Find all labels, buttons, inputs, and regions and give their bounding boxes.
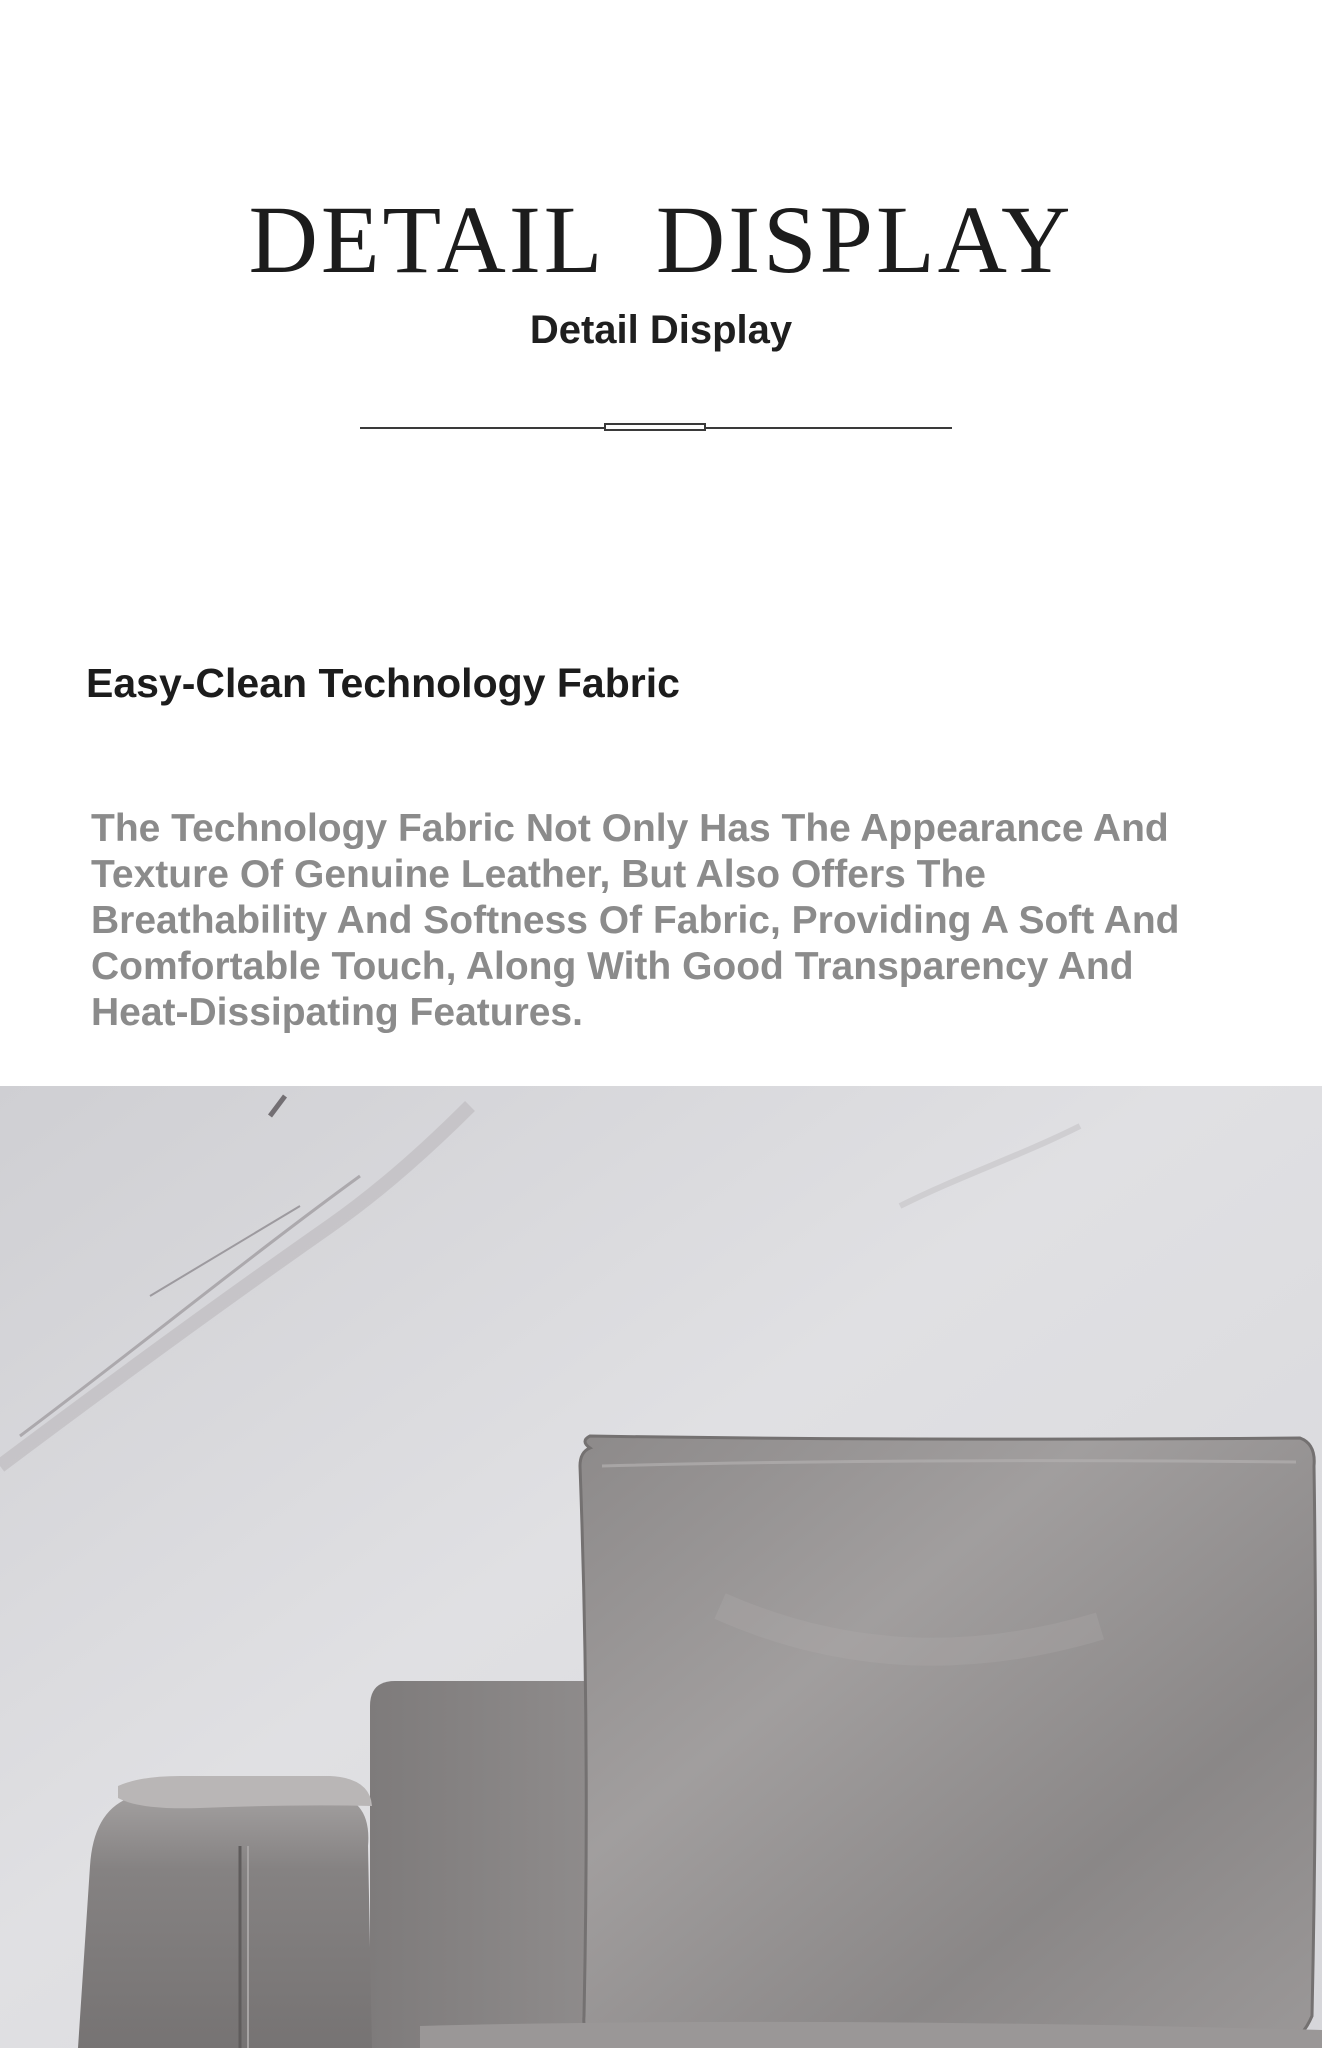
section-subtitle: Detail Display [529,308,793,352]
sofa-product-photo [0,1086,1322,2048]
feature-description: The Technology Fabric Not Only Has The Appearance And Texture Of Genuine Leather, But Also Offers The Breathability And Softness Of Fabric, Providing A Soft And Comfortable Touch, Along With Good Transparency And Heat-Dissipating Features. [91,807,1180,1034]
sofa-photo-illustration [0,1086,1322,2048]
section-title: DETAIL DISPLAY [248,186,1074,293]
armrest-top [118,1776,372,1808]
throw-pillow [580,1436,1316,2046]
sofa-backrest [370,1681,600,2048]
feature-heading: Easy-Clean Technology Fabric [86,660,680,706]
title-divider-ornament [604,423,706,431]
sofa-armrest [78,1793,372,2048]
